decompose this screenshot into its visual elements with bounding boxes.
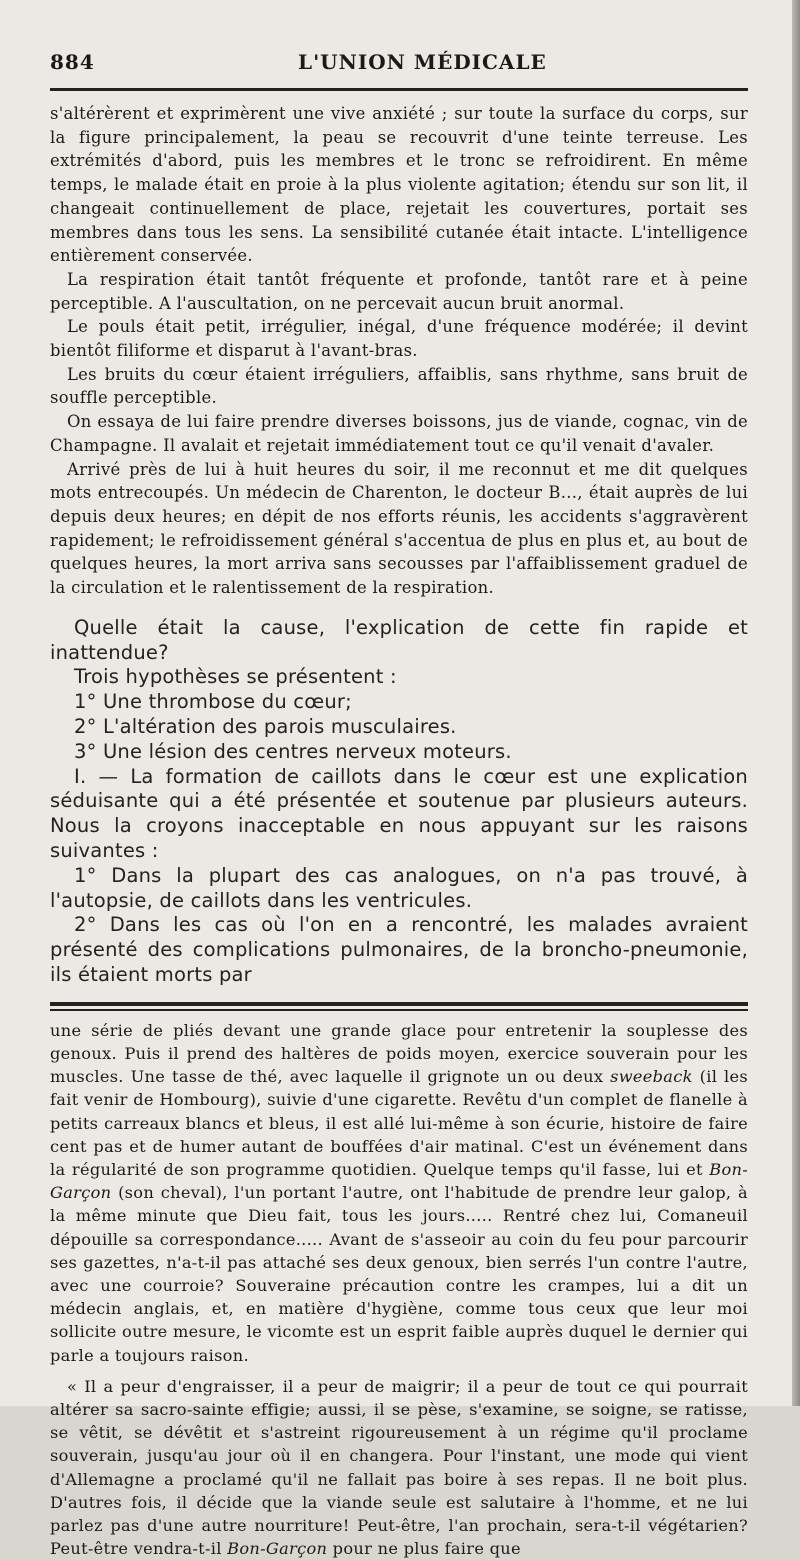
paragraph: I. — La formation de caillots dans le cœur est une explication séduisante qui a été présentée et soutenue par plusieurs auteurs. Nous la croyons inacceptable en nous appuyant sur les raisons suivantes :	[50, 764, 748, 862]
paragraph: s'altérèrent et exprimèrent une vive anxiété ; sur toute la surface du corps, sur la figure principalement, la peau se recouvrit d'une teinte terreuse. Les extrémités d'abord, puis les membres et le tronc se refroidirent. En même temps, le malade était en proie à la plus violente agitation; étendu sur son lit, il changeait continuellement de place, rejetait les couvertures, portait ses membres dans tous les sens. La sensibilité cutanée était intacte. L'intelligence entièrement conservée.	[50, 104, 748, 266]
text-run: (il les fait venir de Hombourg), suivie d'une cigarette. Revêtu d'un complet de flanelle à petits carreaux blancs et bleus, il est allé lui-même à son écurie, histoire de faire cent pas et de humer autant de bouffées d'air matinal. C'est un événement dans la régularité de son programme quotidien. Quelque temps qu'il fasse, lui et	[50, 1067, 748, 1179]
running-title: L'UNION MÉDICALE	[298, 50, 547, 74]
paragraph: Les bruits du cœur étaient irréguliers, affaiblis, sans rhythme, sans bruit de souffle perceptible.	[50, 364, 748, 408]
header-rule	[50, 88, 748, 91]
paragraph: Le pouls était petit, irrégulier, inégal, d'une fréquence modérée; il devint bientôt filiforme et disparut à l'avant-bras.	[50, 317, 748, 361]
italic-term: sweeback	[610, 1067, 693, 1087]
hypothesis-item: 1° Une thrombose du cœur;	[74, 690, 352, 714]
text-run: « Il a peur d'engraisser, il a peur de maigrir; il a peur de tout ce qui pourrait altérer sa sacro-sainte effigie; aussi, il se pèse, s'examine, se soigne, se ratisse, se vêtit, se dévêtit et s'astreint rigoureusement à un régime qu'il proclame souverain, jusqu'au jour où il en changera. Pour l'instant, une mode qui vient d'Allemagne a proclamé qu'il ne fallait pas boire à ses repas. Il ne boit plus. D'autres fois, il décide que la viande seule est salutaire à l'homme, et ne lui parlez pas d'une autre nourriture! Peut-être, l'an prochain, sera-t-il végétarien? Peut-être vendra-t-il	[50, 1376, 748, 1559]
question-line: Quelle était la cause, l'explication de cette fin rapide et inattendue?	[50, 615, 748, 664]
hypothesis-item: 2° L'altération des parois musculaires.	[74, 714, 457, 738]
text-run: une série de pliés devant une grande glace pour entretenir la souplesse des genoux. Puis il prend des haltères de poids moyen, exercice souverain pour les muscles. Une tasse de thé, avec laquelle il grignote un ou deux	[50, 1020, 748, 1087]
feuilleton-separator	[50, 1002, 748, 1011]
text-run: (son cheval), l'un portant l'autre, ont l'habitude de prendre leur galop, à la même minute que Dieu fait, tous les jours..... Rentré chez lui, Comaneuil dépouille sa correspondance..... Avant de s'asseoir au coin du feu pour parcourir ses gazettes, n'a-t-il pas attaché ses deux genoux, bien serrés l'un contre l'autre, avec une courroie? Souveraine précaution contre les crampes, lui a dit un médecin anglais, et, en matière d'hygiène, comme tous ceux que leur moi sollicite outre mesure, le vicomte est un esprit faible auprès duquel le dernier qui parle a toujours raison.	[50, 1183, 749, 1365]
reason-item: 1° Dans la plupart des cas analogues, on n'a pas trouvé, à l'autopsie, de caillots dans les ventricules.	[50, 863, 748, 912]
hypotheses-intro: Trois hypothèses se présentent :	[74, 665, 397, 689]
paragraph: Arrivé près de lui à huit heures du soir, il me reconnut et me dit quelques mots entrecoupés. Un médecin de Charenton, le docteur B..., était auprès de lui depuis deux heures; en dépit de nos efforts réunis, les accidents s'aggravèrent rapidement; le refroidissement général s'accentua de plus en plus et, au bout de quelques heures, la mort arriva sans secousses par l'affaiblissement graduel de la circulation et le ralentissement de la respiration.	[50, 459, 748, 598]
hypothesis-item: 3° Une lésion des centres nerveux moteurs.	[74, 739, 512, 763]
article-continuation	[50, 102, 748, 600]
italic-term: Bon-Garçon	[50, 1159, 748, 1203]
reason-item: 2° Dans les cas où l'on en a rencontré, les malades avraient présenté des complications pulmonaires, de la broncho-pneumonie, ils étaient morts par	[50, 913, 748, 986]
feuilleton-section	[50, 1019, 748, 1560]
paragraph	[50, 1375, 748, 1560]
page-number: 884	[50, 50, 95, 74]
paragraph: La respiration était tantôt fréquente et profonde, tantôt rare et à peine perceptible. A l'auscultation, on ne percevait aucun bruit anormal.	[50, 269, 748, 313]
italic-term: Bon-Garçon	[227, 1539, 328, 1559]
discussion-section	[50, 616, 748, 988]
page-header	[50, 0, 748, 72]
text-run: pour ne plus faire que	[327, 1539, 521, 1559]
paragraph: On essaya de lui faire prendre diverses boissons, jus de viande, cognac, vin de Champagne. Il avalait et rejetait immédiatement tout ce qu'il venait d'avaler.	[50, 412, 748, 455]
paragraph	[50, 1019, 748, 1367]
